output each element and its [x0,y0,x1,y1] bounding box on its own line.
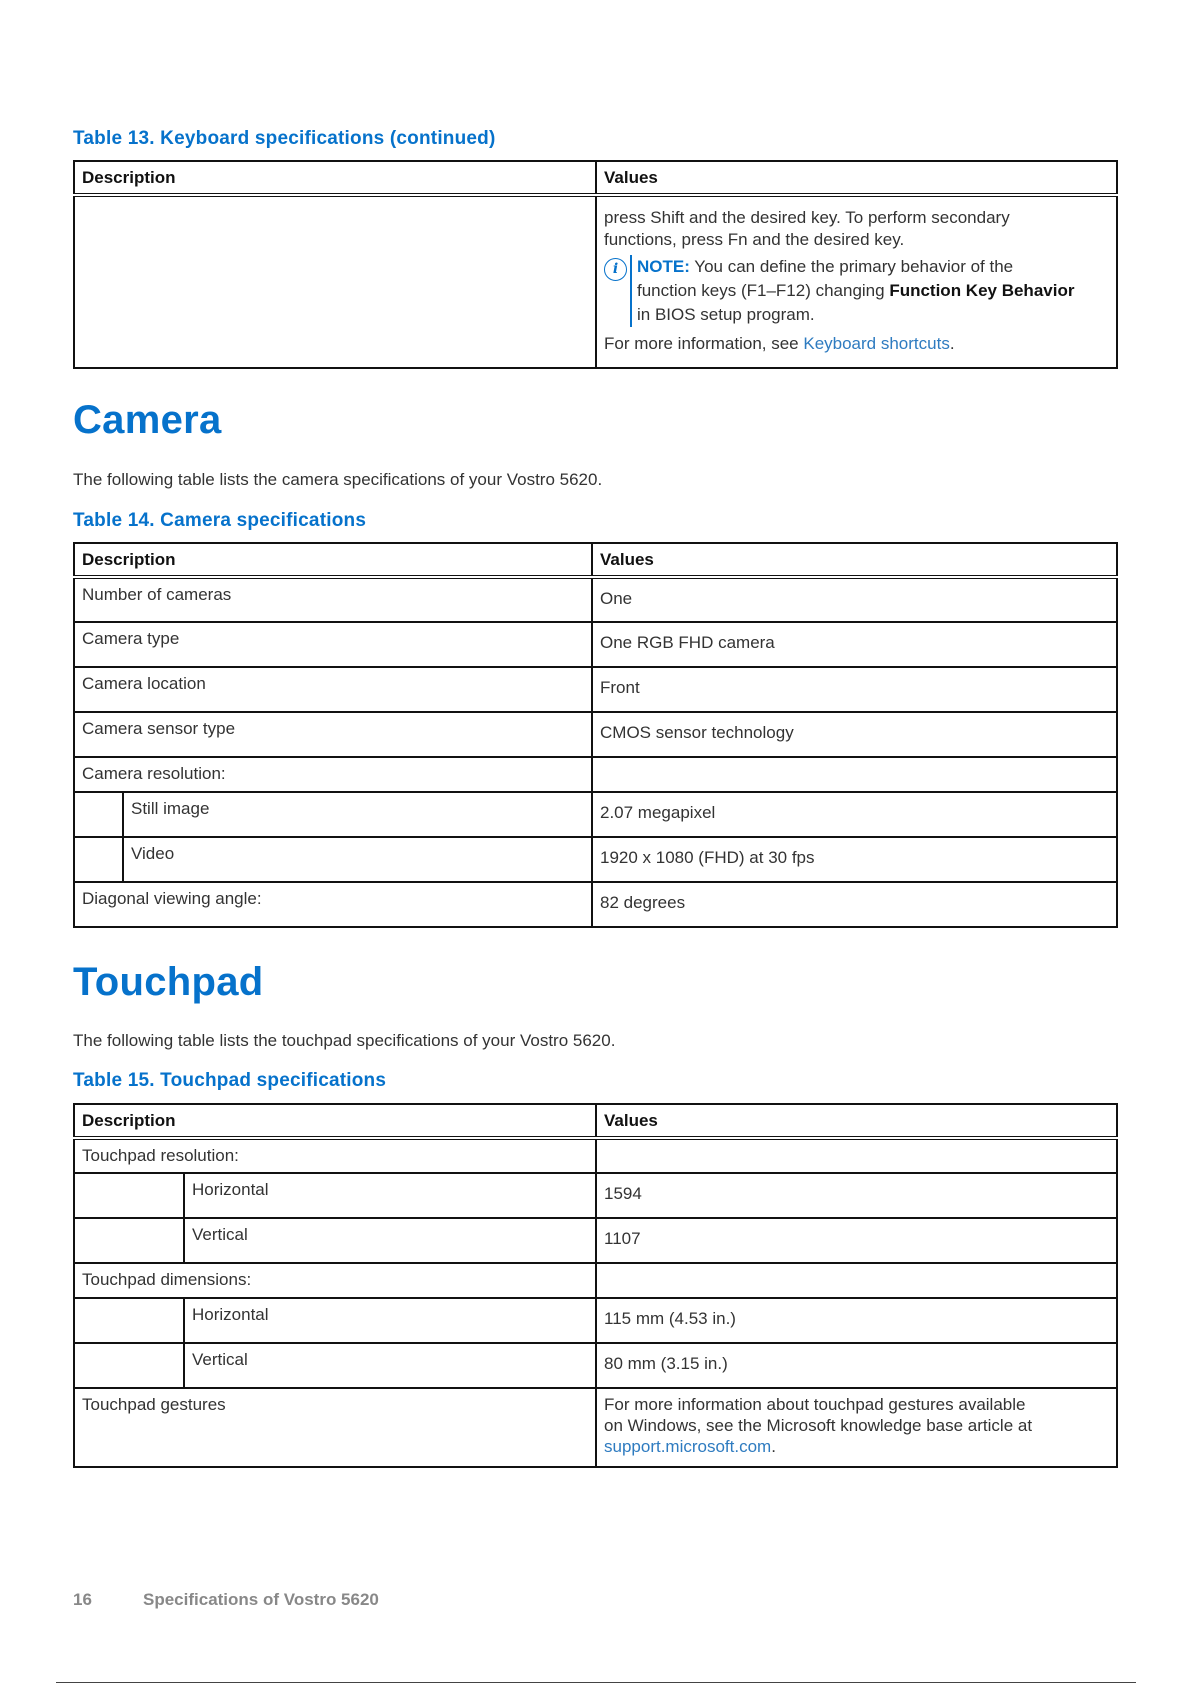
table-row [74,1173,1117,1218]
row-label: Camera sensor type [74,712,592,757]
row-value: 115 mm (4.53 in.) [596,1298,1117,1343]
col-description-header: Description [74,161,596,195]
indent-cell [74,792,123,837]
row-label: Camera resolution: [74,757,592,792]
row-label: Vertical [184,1343,596,1388]
note-box [604,255,1109,327]
row-value: Front [592,667,1117,712]
table-row [74,622,1117,667]
keyboard-text-line2: functions, press Fn and the desired key. [604,230,905,249]
table-row [74,1388,1117,1467]
note-text2: function keys (F1–F12) changing [637,281,890,300]
touchpad-intro: The following table lists the touchpad specifications of your Vostro 5620. [73,1031,616,1050]
table-row [74,195,1117,368]
row-value [596,1263,1117,1298]
table14-caption: Table 14. Camera specifications [73,510,367,531]
table-header-row [74,543,1117,577]
table-row [74,667,1117,712]
table-row [74,1298,1117,1343]
row-value: 1920 x 1080 (FHD) at 30 fps [592,837,1117,882]
table13-caption: Table 13. Keyboard specifications (continued) [73,128,496,149]
row-label: Video [123,837,592,882]
camera-spec-table [73,542,1118,928]
table-row [74,837,1117,882]
gestures-text-line2: on Windows, see the Microsoft knowledge base article at [604,1416,1033,1435]
row-value [596,1138,1117,1173]
footer-divider [56,1682,1136,1683]
row-label: Vertical [184,1218,596,1263]
col-description-header: Description [74,1104,596,1138]
table-row [74,792,1117,837]
row-label: Touchpad resolution: [74,1138,596,1173]
more-info-line [604,333,1109,355]
note-text1: You can define the primary behavior of the [689,257,1014,276]
row-label: Horizontal [184,1298,596,1343]
row-label: Still image [123,792,592,837]
table-row [74,577,1117,622]
row-label: Number of cameras [74,577,592,622]
col-description-header: Description [74,543,592,577]
info-icon: i [604,258,627,281]
table-header-row [74,1104,1117,1138]
col-values-header: Values [596,1104,1117,1138]
table-row [74,757,1117,792]
col-values-header: Values [592,543,1117,577]
row-value [592,757,1117,792]
table-header-row [74,161,1117,195]
keyboard-shortcuts-link[interactable]: Keyboard shortcuts [803,334,950,353]
page-footer [73,1590,379,1610]
footer-title: Specifications of Vostro 5620 [143,1590,379,1609]
row-value: 82 degrees [592,882,1117,927]
description-cell [74,195,596,368]
row-value: 2.07 megapixel [592,792,1117,837]
more-info-suffix: . [949,334,955,353]
note-body [630,255,1074,327]
table-row [74,1218,1117,1263]
table-row [74,1138,1117,1173]
row-value [596,1388,1117,1467]
row-value: 1594 [596,1173,1117,1218]
row-value: One RGB FHD camera [592,622,1117,667]
touchpad-heading: Touchpad [73,960,264,1004]
page-number: 16 [73,1590,92,1609]
row-value: 80 mm (3.15 in.) [596,1343,1117,1388]
col-values-header: Values [596,161,1117,195]
row-label: Touchpad dimensions: [74,1263,596,1298]
indent-cell [74,1173,184,1218]
values-cell [596,195,1117,368]
note-label: NOTE: [637,257,690,276]
table-row [74,1263,1117,1298]
camera-heading: Camera [73,398,222,442]
camera-intro: The following table lists the camera specifications of your Vostro 5620. [73,470,603,489]
microsoft-support-link[interactable]: support.microsoft.com [604,1437,772,1456]
row-label: Camera location [74,667,592,712]
row-value: CMOS sensor technology [592,712,1117,757]
keyboard-text-line1: press Shift and the desired key. To perform secondary [604,208,1010,227]
table-row [74,882,1117,927]
row-label: Camera type [74,622,592,667]
table-row [74,712,1117,757]
row-value: One [592,577,1117,622]
more-info-prefix: For more information, see [604,334,804,353]
note-text3: in BIOS setup program. [637,305,815,324]
indent-cell [74,837,123,882]
gestures-suffix: . [771,1437,776,1456]
keyboard-spec-table [73,160,1118,369]
indent-cell [74,1343,184,1388]
note-bold: Function Key Behavior [889,281,1075,300]
touchpad-spec-table [73,1103,1118,1468]
row-label: Diagonal viewing angle: [74,882,592,927]
row-label: Touchpad gestures [74,1388,596,1467]
indent-cell [74,1218,184,1263]
row-label: Horizontal [184,1173,596,1218]
row-value: 1107 [596,1218,1117,1263]
gestures-text-line1: For more information about touchpad gestures available [604,1395,1026,1414]
table-row [74,1343,1117,1388]
table15-caption: Table 15. Touchpad specifications [73,1070,387,1091]
indent-cell [74,1298,184,1343]
